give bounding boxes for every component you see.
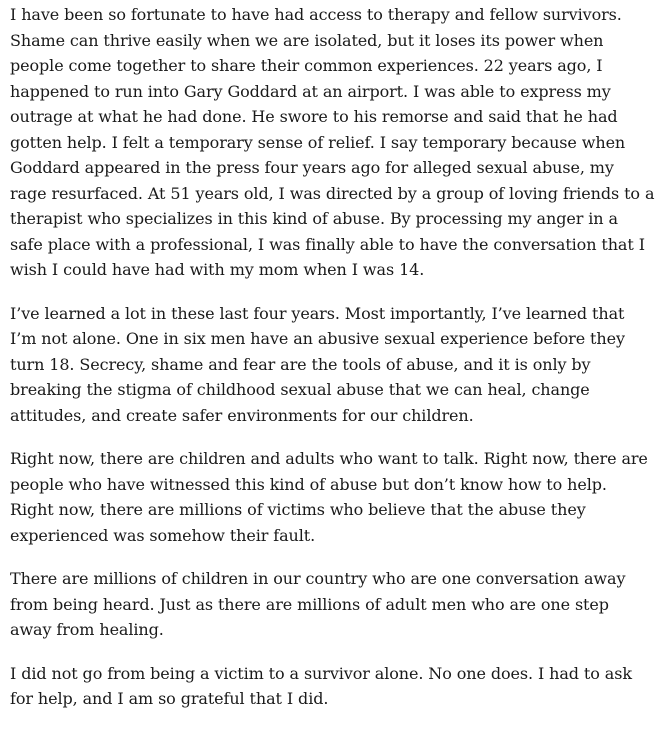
paragraph-millions-of-children: There are millions of children in our country who are one conversation away from being heard. Just as there are millions of adult men who are one step away from healing. — [10, 569, 626, 639]
paragraph-therapy-and-survivors: I have been so fortunate to have had access to therapy and fellow survivors. Shame can thrive easily when we are isolated, but it loses its power when people come together to share their common experiences. 22 years ago, I happened to run into Gary Goddard at an airport. I was able to express my outrage at what he had done. He swore to his remorse and said that he had gotten help. I felt a temporary sense of relief. I say temporary because when Goddard appeared in the press four years ago for alleged sexual abuse, my rage resurfaced. At 51 years old, I was directed by a group of loving friends to a therapist who specializes in this kind of abuse. By processing my anger in a safe place with a professional, I was finally able to have the conversation that I wish I could have had with my mom when I was 14. — [10, 5, 655, 279]
paragraph-not-alone-survivor: I did not go from being a victim to a survivor alone. No one does. I had to ask for help, and I am so grateful that I did. — [10, 663, 632, 708]
paragraph-learned-not-alone: I’ve learned a lot in these last four years. Most importantly, I’ve learned that I’m not alone. One in six men have an abusive sexual experience before they turn 18. Secrecy, shame and fear are the tools of abuse, and it is only by breaking the stigma of childhood sexual abuse that we can heal, change attitudes, and create safer environments for our children. — [10, 303, 625, 425]
paragraph-right-now: Right now, there are children and adults who want to talk. Right now, there are people who have witnessed this kind of abuse but don’t know how to help. Right now, there are millions of victims who believe that the abuse they experienced was somehow their fault. — [10, 449, 648, 545]
article-body — [10, 0, 655, 730]
